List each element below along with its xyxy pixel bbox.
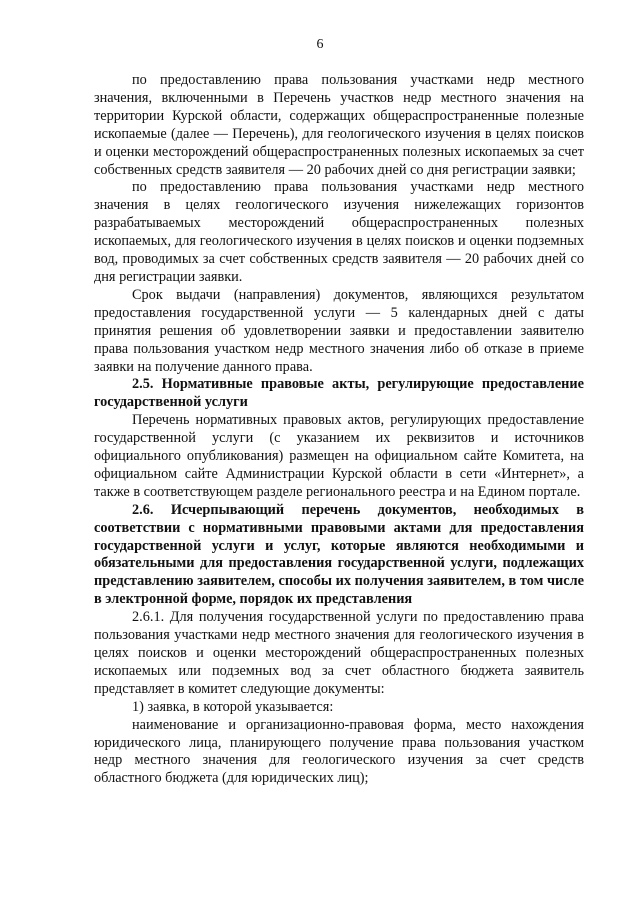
paragraph: по предоставлению права пользования участками недр местного значения, включенными в Перечень участков недр местного значения на территории Курской области, содержащих общераспространенные полезные ископаемые (далее — Перечень), для геологического изучения в целях поисков и оценки месторождений общераспространенных полезных ископаемых за счет собственных средств заявителя — 20 рабочих дней со дня регистрации заявки; [94,72,584,178]
paragraph: Срок выдачи (направления) документов, являющихся результатом предоставления государственной услуги — 5 календарных дней с даты принятия решения об удовлетворении заявки и предоставлении заявителю права пользования участком недр местного значения либо об отказе в приеме заявки на получение данного права. [94,286,584,375]
page-number: 6 [316,37,324,52]
paragraph: по предоставлению права пользования участками недр местного значения в целях геологического изучения нижележащих горизонтов разрабатываемых месторождений общераспространенных полезных ископаемых, для геологического изучения в целях поисков и оценки подземных вод, проводимых за счет собственных средств заявителя — 20 рабочих дней со дня регистрации заявки. [94,179,584,285]
paragraph: наименование и организационно-правовая форма, место нахождения юридического лица, планирующего получение права пользования участком недр местного значения для геологического изучения за счет средств областного бюджета (для юридических лиц); [94,716,584,787]
paragraph: 2.6.1. Для получения государственной услуги по предоставлению права пользования участками недр местного значения для геологического изучения в целях поисков и оценки месторождений общераспространенных полезных ископаемых или подземных вод за счет областного бюджета заявитель представляет в комитет следующие документы: [94,609,584,697]
section-heading: 2.6. Исчерпывающий перечень документов, необходимых в соответствии с нормативными правовыми актами для предоставления государственной услуги и услуг, которые являются необходимыми и обязательными для предоставления государственной услуги, подлежащих представлению заявителем, способы их получения заявителем, в том числе в электронной форме, порядок их представления [94,501,584,608]
paragraph: Перечень нормативных правовых актов, регулирующих предоставление государственной услуги (с указанием их реквизитов и источников официального опубликования) размещен на официальном сайте Комитета, на официальном сайте Администрации Курской области в сети «Интернет», а также в соответствующем разделе регионального реестра и на Едином портале. [94,412,584,500]
body-text [94,72,584,788]
section-heading: 2.5. Нормативные правовые акты, регулирующие предоставление государственной услуги [94,376,584,411]
list-item: 1) заявка, в которой указывается: [132,698,334,715]
